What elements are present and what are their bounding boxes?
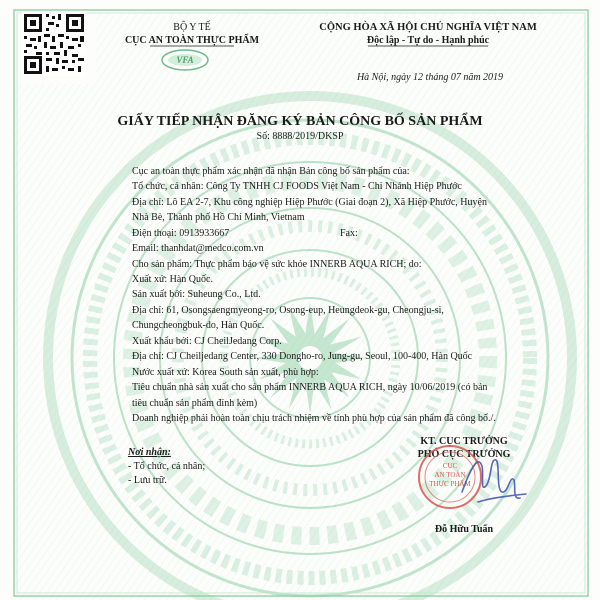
signer-name: Đỗ Hữu Tuấn [434,524,494,535]
document-number: Số: 8888/2019/DKSP [256,131,344,142]
seal-text-2: AN TOÀN [434,471,466,479]
applicant-address-2: Nhà Bè, Thành phố Hồ Chí Minh, Vietnam [132,212,305,223]
recipient-item: - Lưu trữ. [128,475,167,486]
recipients-label: Nơi nhận: [128,447,171,458]
product-standard-2: tiêu chuẩn sản phẩm đính kèm) [132,398,258,409]
seal-text-1: CỤC [442,462,458,470]
applicant-phone: Điện thoại: 0913933667 [132,228,230,239]
applicant-org: Tổ chức, cá nhân: Công Ty TNHH CJ FOODS Việt Nam - Chi Nhánh Hiệp Phước [132,181,462,192]
signer-title-2: PHÓ CỤC TRƯỞNG [417,449,511,460]
product-name: Cho sản phẩm: Thực phẩm bảo vệ sức khỏe INNERB AQUA RICH; do: [132,259,422,270]
document-title: GIẤY TIẾP NHẬN ĐĂNG KÝ BẢN CÔNG BỐ SẢN PHẨM [117,114,483,129]
manufacturer-address-1: Địa chỉ: 61, Osongsaengmyeong-ro, Osong-eup, Heungdeok-gu, Cheongju-si, [132,305,444,316]
exporter-address: Địa chỉ: CJ Cheiljedang Center, 330 Dongho-ro, Jung-gu, Seoul, 100-400, Hàn Quốc [132,351,473,362]
product-standard-1: Tiêu chuẩn nhà sản xuất cho sản phẩm INNERB AQUA RICH, ngày 10/06/2019 (có bản [132,382,488,393]
body-intro: Cục an toàn thực phẩm xác nhận đã nhận Bản công bố sản phẩm của: [132,166,410,177]
manufacturer: Sản xuất bởi: Suheung Co., Ltd. [132,289,261,300]
ministry-name: BỘ Y TẾ [173,22,211,33]
exporter: Xuất khẩu bởi: CJ CheilJedang Corp. [132,336,282,347]
country-of-origin: Nước xuất xứ: Korea South sản xuất, phù hợp: [132,367,319,378]
national-motto: Độc lập - Tự do - Hạnh phúc [366,35,490,46]
signature-icon [456,440,532,512]
agency-name: CỤC AN TOÀN THỰC PHẨM [124,35,260,46]
vfa-logo-text: VFA [176,55,194,65]
place-date: Hà Nội, ngày 12 tháng 07 năm 2019 [356,72,504,83]
responsibility-statement: Doanh nghiệp phải hoàn toàn chịu trách nhiệm về tính phù hợp của sản phẩm đã công bố./. [132,413,496,424]
applicant-fax: Fax: [340,228,358,239]
product-origin: Xuất xứ: Hàn Quốc. [132,274,213,285]
signer-title-1: KT. CỤC TRƯỞNG [420,436,508,447]
manufacturer-address-2: Chungcheongbuk-do, Hàn Quốc. [132,320,265,331]
applicant-address-1: Địa chỉ: Lô EA 2-7, Khu công nghiệp Hiệp Phước (Giai đoạn 2), Xã Hiệp Phước, Huyện [132,197,487,208]
recipient-item: - Tổ chức, cá nhân; [128,461,206,472]
seal-text-3: THỰC PHẨM [429,480,471,488]
qr-code [22,12,86,76]
applicant-email: Email: thanhdat@medco.com.vn [132,243,264,254]
country-name: CỘNG HÒA XÃ HỘI CHỦ NGHĨA VIỆT NAM [319,22,537,33]
